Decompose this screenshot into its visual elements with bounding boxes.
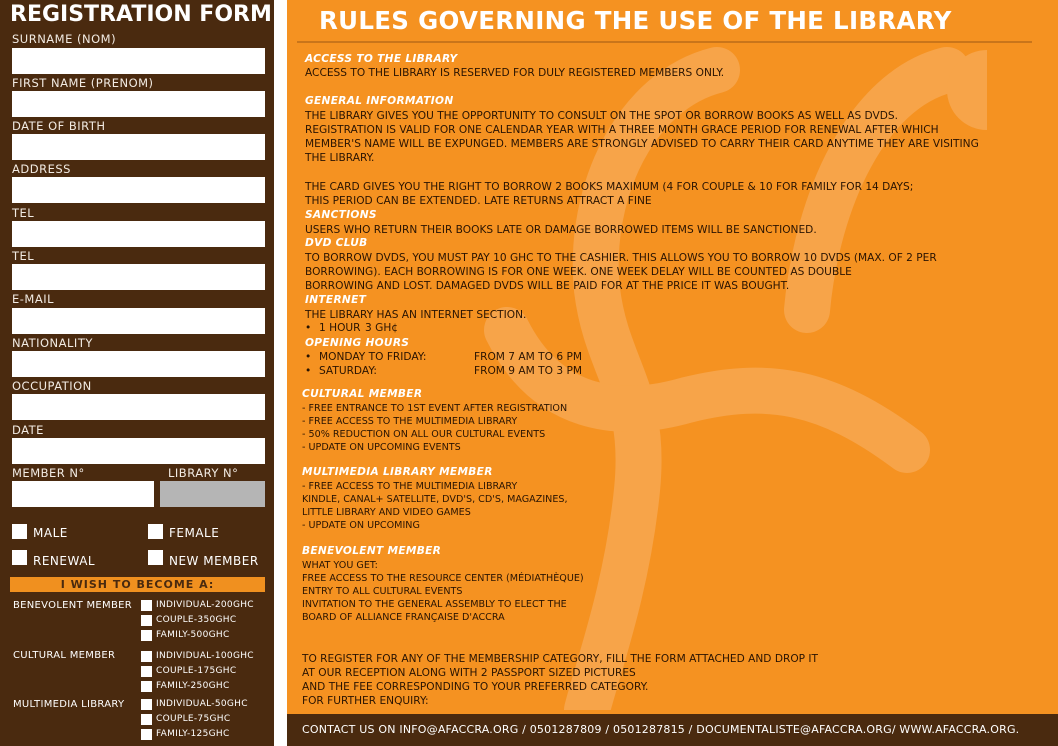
date-of-birth-label: DATE OF BIRTH bbox=[12, 119, 106, 133]
email-field[interactable] bbox=[12, 308, 265, 334]
renewal-checkbox[interactable] bbox=[12, 550, 27, 565]
benevolent-line-1: WHAT YOU GET: bbox=[302, 560, 378, 571]
benevolent-individual-checkbox[interactable] bbox=[141, 600, 152, 611]
internet-rate-row bbox=[305, 322, 398, 334]
contact-bar: CONTACT US ON INFO@AFACCRA.ORG / 0501287809 / 0501287815 / DOCUMENTALISTE@AFACCRA.ORG/ WWW.AFACCRA.ORG. bbox=[287, 714, 1058, 746]
address-label: ADDRESS bbox=[12, 162, 71, 176]
multimedia-line-3: LITTLE LIBRARY AND VIDEO GAMES bbox=[302, 507, 471, 518]
multimedia-couple-checkbox[interactable] bbox=[141, 714, 152, 725]
new-member-checkbox[interactable] bbox=[148, 550, 163, 565]
email-label: E-MAIL bbox=[12, 292, 55, 306]
multimedia-line-2: KINDLE, CANAL+ SATELLITE, DVD'S, CD'S, MAGAZINES, bbox=[302, 494, 568, 505]
hours-time-saturday: FROM 9 AM TO 3 PM bbox=[474, 365, 582, 377]
hours-days-weekday: MONDAY TO FRIDAY: bbox=[319, 351, 427, 363]
tel-label-1: TEL bbox=[12, 206, 35, 220]
access-heading: ACCESS TO THE LIBRARY bbox=[305, 53, 458, 65]
register-line-1: TO REGISTER FOR ANY OF THE MEMBERSHIP CATEGORY, FILL THE FORM ATTACHED AND DROP IT bbox=[302, 653, 819, 665]
sanctions-heading: SANCTIONS bbox=[305, 209, 377, 221]
wish-to-become-heading: I WISH TO BECOME A: bbox=[10, 577, 265, 592]
benevolent-individual-option: INDIVIDUAL-200GHC bbox=[156, 600, 254, 610]
multimedia-line-1: - FREE ACCESS TO THE MULTIMEDIA LIBRARY bbox=[302, 481, 518, 492]
bullet-icon: • bbox=[305, 365, 312, 377]
nationality-field[interactable] bbox=[12, 351, 265, 377]
occupation-label: OCCUPATION bbox=[12, 379, 92, 393]
access-text: ACCESS TO THE LIBRARY IS RESERVED FOR DULY REGISTERED MEMBERS ONLY. bbox=[305, 67, 725, 79]
card-line-1: THE CARD GIVES YOU THE RIGHT TO BORROW 2 BOOKS MAXIMUM (4 FOR COUPLE & 10 FOR FAMILY FOR 14 DAYS; bbox=[305, 181, 914, 193]
register-line-4: FOR FURTHER ENQUIRY: bbox=[302, 695, 429, 707]
tel-label-2: TEL bbox=[12, 249, 35, 263]
surname-field[interactable] bbox=[12, 48, 265, 74]
general-line-3: MEMBER'S NAME WILL BE EXPUNGED. MEMBERS ARE STRONGLY ADVISED TO CARRY THEIR CARD ANYTIME THEY ARE VISITING bbox=[305, 138, 979, 150]
bullet-icon: • bbox=[305, 351, 312, 363]
cultural-couple-option: COUPLE-175GHC bbox=[156, 666, 237, 676]
internet-heading: INTERNET bbox=[305, 294, 367, 306]
hours-row-saturday bbox=[305, 365, 582, 377]
cultural-family-checkbox[interactable] bbox=[141, 681, 152, 692]
internet-rate-price: 3 GH¢ bbox=[365, 322, 399, 334]
date-of-birth-field[interactable] bbox=[12, 134, 265, 160]
cultural-individual-option: INDIVIDUAL-100GHC bbox=[156, 651, 254, 661]
cultural-couple-checkbox[interactable] bbox=[141, 666, 152, 677]
cultural-line-1: - FREE ENTRANCE TO 1ST EVENT AFTER REGISTRATION bbox=[302, 403, 568, 414]
multimedia-category-label: MULTIMEDIA LIBRARY bbox=[13, 699, 125, 710]
benevolent-line-5: BOARD OF ALLIANCE FRANÇAISE D'ACCRA bbox=[302, 612, 505, 623]
internet-text: THE LIBRARY HAS AN INTERNET SECTION. bbox=[305, 309, 527, 321]
benevolent-family-option: FAMILY-500GHC bbox=[156, 630, 230, 640]
first-name-field[interactable] bbox=[12, 91, 265, 117]
multimedia-family-option: FAMILY-125GHC bbox=[156, 729, 230, 739]
rules-title: RULES GOVERNING THE USE OF THE LIBRARY bbox=[319, 6, 952, 35]
register-line-3: AND THE FEE CORRESPONDING TO YOUR PREFERRED CATEGORY. bbox=[302, 681, 649, 693]
dvd-line-1: TO BORROW DVDS, YOU MUST PAY 10 GHC TO THE CASHIER. THIS ALLOWS YOU TO BORROW 10 DVDS (MAX. OF 2 PER bbox=[305, 252, 937, 264]
surname-label: SURNAME (NOM) bbox=[12, 32, 117, 46]
hours-days-saturday: SATURDAY: bbox=[319, 365, 377, 377]
new-member-label: NEW MEMBER bbox=[169, 554, 259, 568]
cultural-family-option: FAMILY-250GHC bbox=[156, 681, 230, 691]
member-number-field[interactable] bbox=[12, 481, 154, 507]
benevolent-family-checkbox[interactable] bbox=[141, 630, 152, 641]
cultural-line-2: - FREE ACCESS TO THE MULTIMEDIA LIBRARY bbox=[302, 416, 518, 427]
nationality-label: NATIONALITY bbox=[12, 336, 93, 350]
sanctions-text: USERS WHO RETURN THEIR BOOKS LATE OR DAMAGE BORROWED ITEMS WILL BE SANCTIONED. bbox=[305, 224, 817, 236]
dvd-line-3: BORROWING AND LOST. DAMAGED DVDS WILL BE PAID FOR AT THE PRICE IT WAS BOUGHT. bbox=[305, 280, 790, 292]
registration-form-panel bbox=[0, 0, 274, 746]
general-line-2: REGISTRATION IS VALID FOR ONE CALENDAR YEAR WITH A THREE MONTH GRACE PERIOD FOR RENEWAL AFTER WHICH bbox=[305, 124, 939, 136]
female-label: FEMALE bbox=[169, 526, 220, 540]
renewal-label: RENEWAL bbox=[33, 554, 96, 568]
multimedia-line-4: - UPDATE ON UPCOMING bbox=[302, 520, 420, 531]
benevolent-member-heading: BENEVOLENT MEMBER bbox=[302, 545, 442, 557]
multimedia-member-heading: MULTIMEDIA LIBRARY MEMBER bbox=[302, 466, 493, 478]
member-number-label: MEMBER N° bbox=[12, 466, 85, 480]
male-label: MALE bbox=[33, 526, 68, 540]
internet-rate-time: 1 HOUR bbox=[319, 322, 361, 334]
benevolent-couple-option: COUPLE-350GHC bbox=[156, 615, 237, 625]
hours-row-weekday bbox=[305, 351, 582, 363]
cultural-line-3: - 50% REDUCTION ON ALL OUR CULTURAL EVENTS bbox=[302, 429, 546, 440]
benevolent-line-2: FREE ACCESS TO THE RESOURCE CENTER (MÉDIATHÈQUE) bbox=[302, 573, 584, 584]
rules-panel bbox=[287, 0, 1058, 746]
general-information-heading: GENERAL INFORMATION bbox=[305, 95, 454, 107]
tel-field-2[interactable] bbox=[12, 264, 265, 290]
general-line-1: THE LIBRARY GIVES YOU THE OPPORTUNITY TO CONSULT ON THE SPOT OR BORROW BOOKS AS WELL AS DVDS. bbox=[305, 110, 899, 122]
cultural-line-4: - UPDATE ON UPCOMING EVENTS bbox=[302, 442, 461, 453]
dvd-club-heading: DVD CLUB bbox=[305, 237, 368, 249]
benevolent-category-label: BENEVOLENT MEMBER bbox=[13, 600, 132, 611]
multimedia-family-checkbox[interactable] bbox=[141, 729, 152, 740]
dvd-line-2: BORROWING). EACH BORROWING IS FOR ONE WEEK. ONE WEEK DELAY WILL BE COUNTED AS DOUBLE bbox=[305, 266, 852, 278]
multimedia-couple-option: COUPLE-75GHC bbox=[156, 714, 231, 724]
multimedia-individual-checkbox[interactable] bbox=[141, 699, 152, 710]
hours-time-weekday: FROM 7 AM TO 6 PM bbox=[474, 351, 582, 363]
multimedia-individual-option: INDIVIDUAL-50GHC bbox=[156, 699, 248, 709]
cultural-individual-checkbox[interactable] bbox=[141, 651, 152, 662]
library-number-label: LIBRARY N° bbox=[168, 466, 239, 480]
form-title: REGISTRATION FORM bbox=[10, 2, 272, 27]
opening-hours-heading: OPENING HOURS bbox=[305, 337, 410, 349]
female-checkbox[interactable] bbox=[148, 524, 163, 539]
general-line-4: THE LIBRARY. bbox=[305, 152, 375, 164]
card-line-2: THIS PERIOD CAN BE EXTENDED. LATE RETURNS ATTRACT A FINE bbox=[305, 195, 652, 207]
date-label: DATE bbox=[12, 423, 44, 437]
benevolent-line-4: INVITATION TO THE GENERAL ASSEMBLY TO ELECT THE bbox=[302, 599, 567, 610]
cultural-category-label: CULTURAL MEMBER bbox=[13, 650, 116, 661]
title-divider bbox=[297, 41, 1032, 43]
register-line-2: AT OUR RECEPTION ALONG WITH 2 PASSPORT SIZED PICTURES bbox=[302, 667, 636, 679]
bullet-icon: • bbox=[305, 322, 312, 334]
male-checkbox[interactable] bbox=[12, 524, 27, 539]
library-number-field[interactable] bbox=[160, 481, 265, 507]
benevolent-couple-checkbox[interactable] bbox=[141, 615, 152, 626]
first-name-label: FIRST NAME (PRENOM) bbox=[12, 76, 154, 90]
tel-field-1[interactable] bbox=[12, 221, 265, 247]
benevolent-line-3: ENTRY TO ALL CULTURAL EVENTS bbox=[302, 586, 463, 597]
address-field[interactable] bbox=[12, 177, 265, 203]
cultural-member-heading: CULTURAL MEMBER bbox=[302, 388, 423, 400]
occupation-field[interactable] bbox=[12, 394, 265, 420]
date-field[interactable] bbox=[12, 438, 265, 464]
